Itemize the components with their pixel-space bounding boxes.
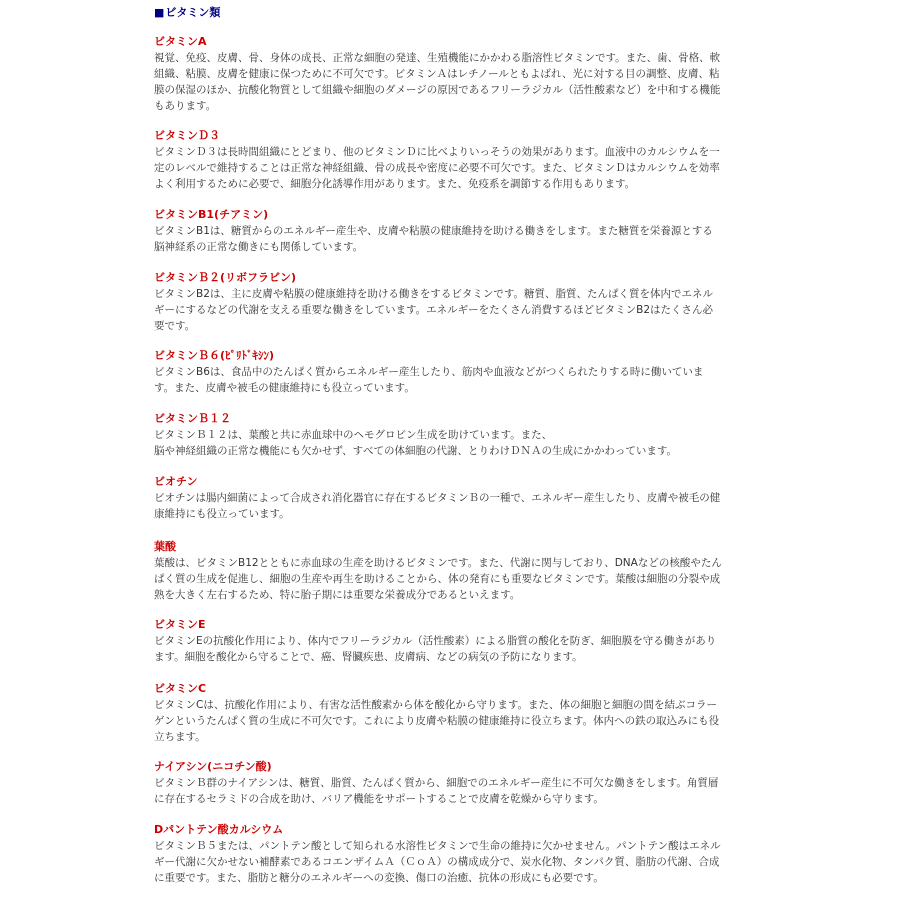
- body-line: 定のレベルで維持することは正常な神経組織、骨の成長や密度に必要不可欠です。また、ビタミンＤはカルシウムを効率: [154, 162, 720, 174]
- entry-biotin: [154, 474, 750, 522]
- body-line: ギーにするなどの代謝を支える重要な働きをしています。エネルギーをたくさん消費するほどビタミンB2はたくさん必: [154, 304, 714, 316]
- entry-calcium-pantothenate: [154, 822, 750, 886]
- body-line: ビタミンB2は、主に皮膚や粘膜の健康維持を助ける働きをするビタミンです。糖質、脂質、たんぱく質を体内でエネル: [154, 288, 714, 300]
- entry-title: Dパントテン酸カルシウム: [154, 823, 284, 836]
- entry-vitamin-b2: [154, 270, 750, 334]
- entry-vitamin-b1: [154, 207, 750, 255]
- body-line: ビタミンＤ３は長時間組織にとどまり、他のビタミンＤに比べよりいっそうの効果があります。血液中のカルシウムを一: [154, 146, 720, 158]
- entry-title: ビタミンＢ１２: [154, 412, 231, 425]
- body-line: 要です。: [154, 320, 196, 332]
- section-heading-text: ビタミン類: [165, 6, 221, 19]
- heading-square-marker: ■: [154, 6, 165, 19]
- entry-title: ビオチン: [154, 475, 198, 488]
- entry-vitamin-d3: [154, 128, 750, 192]
- entry-body: [154, 633, 750, 665]
- body-line: 脳神経系の正常な働きにも関係しています。: [154, 241, 364, 253]
- entry-body: [154, 223, 750, 255]
- body-line: ビオチンは腸内細菌によって合成され消化器官に存在するビタミンＢの一種で、エネルギー産生したり、皮膚や被毛の健: [154, 492, 721, 504]
- body-line: もあります。: [154, 100, 217, 112]
- entry-title: ビタミンＢ２(リボフラビン): [154, 271, 297, 284]
- entry-title: ビタミンB1(チアミン): [154, 208, 269, 221]
- body-line: 熟を大きく左右するため、特に胎子期には重要な栄養成分であるといえます。: [154, 589, 521, 601]
- body-line: ビタミンＢ群のナイアシンは、糖質、脂質、たんぱく質から、細胞でのエネルギー産生に不可欠な働きをします。角質層: [154, 777, 719, 789]
- entry-body: [154, 555, 750, 603]
- body-line: ビタミンB1は、糖質からのエネルギー産生や、皮膚や粘膜の健康維持を助ける働きをします。また糖質を栄養源とする: [154, 225, 713, 237]
- entry-body: [154, 50, 750, 114]
- body-line: に重要です。また、脂肪と糖分のエネルギーへの変換、傷口の治癒、抗体の形成にも必要です。: [154, 872, 604, 884]
- body-line: 膜の保湿のほか、抗酸化物質として組織や細胞のダメージの原因であるフリーラジカル（活性酸素など）を中和する機能: [154, 84, 721, 96]
- body-line: 康維持にも役立っています。: [154, 508, 290, 520]
- entry-niacin: [154, 759, 750, 807]
- body-line: 脳や神経組織の正常な機能にも欠かせず、すべての体細胞の代謝、とりわけＤＮＡの生成にかかわっています。: [154, 445, 678, 457]
- body-line: ビタミンEの抗酸化作用により、体内でフリーラジカル（活性酸素）による脂質の酸化を防ぎ、細胞膜を守る働きがあり: [154, 635, 717, 647]
- entry-vitamin-b6: [154, 348, 750, 396]
- entry-body: [154, 286, 750, 334]
- body-line: ギー代謝に欠かせない補酵素であるコエンザイムＡ（ＣｏＡ）の構成成分で、炭水化物、タンパク質、脂肪の代謝、合成: [154, 856, 720, 868]
- entry-body: [154, 427, 750, 459]
- body-line: 視覚、免疫、皮膚、骨、身体の成長、正常な細胞の発達、生殖機能にかかわる脂溶性ビタミンです。また、歯、骨格、軟: [154, 52, 721, 64]
- body-line: ビタミンCは、抗酸化作用により、有害な活性酸素から体を酸化から守ります。また、体の細胞と細胞の間を結ぶコラー: [154, 699, 717, 711]
- entry-title: ビタミンＤ３: [154, 129, 220, 142]
- body-line: す。また、皮膚や被毛の健康維持にも役立っています。: [154, 382, 415, 394]
- body-line: ビタミンB6は、食品中のたんぱく質からエネルギー産生したり、筋肉や血液などがつくられたりする時に働いていま: [154, 366, 704, 378]
- entry-vitamin-e: [154, 617, 750, 665]
- body-line: ゲンというたんぱく質の生成に不可欠です。これにより皮膚や粘膜の健康維持に役立ちます。体内への鉄の取込みにも役: [154, 715, 720, 727]
- entry-vitamin-a: [154, 34, 750, 114]
- body-line: に存在するセラミドの合成を助け、バリア機能をサポートすることで皮膚を乾燥から守ります。: [154, 793, 604, 805]
- entry-body: [154, 144, 750, 192]
- entry-vitamin-c: [154, 681, 750, 745]
- section-heading: [154, 4, 220, 20]
- entry-title: ビタミンＢ６(ﾋﾟﾘﾄﾞｷｼﾝ): [154, 349, 275, 362]
- body-line: ます。細胞を酸化から守ることで、癌、腎臓疾患、皮膚病、などの病気の予防になります。: [154, 651, 583, 663]
- entry-body: [154, 697, 750, 745]
- entry-title: ナイアシン(ニコチン酸): [154, 760, 272, 773]
- entry-body: [154, 838, 750, 886]
- body-line: ビタミンＢ１２は、葉酸と共に赤血球中のヘモグロビン生成を助けています。また、: [154, 429, 553, 441]
- entry-body: [154, 490, 750, 522]
- body-line: よく利用するために必要で、細胞分化誘導作用があります。また、免疫系を調節する作用もあります。: [154, 178, 636, 190]
- entry-folic-acid: [154, 539, 750, 603]
- entry-title: 葉酸: [154, 540, 176, 553]
- entry-body: [154, 364, 750, 396]
- entry-title: ビタミンA: [154, 35, 207, 48]
- body-line: ぱく質の生成を促進し、細胞の生産や再生を助けることから、体の発育にも重要なビタミンです。葉酸は細胞の分裂や成: [154, 573, 721, 585]
- entry-vitamin-b12: [154, 411, 750, 459]
- body-line: 組織、粘膜、皮膚を健康に保つために不可欠です。ビタミンＡはレチノールともよばれ、光に対する目の調整、皮膚、粘: [154, 68, 720, 80]
- entry-body: [154, 775, 750, 807]
- body-line: 立ちます。: [154, 731, 206, 743]
- body-line: 葉酸は、ビタミンB12とともに赤血球の生産を助けるビタミンです。また、代謝に関与しており、DNAなどの核酸やたん: [154, 557, 722, 569]
- body-line: ビタミンＢ５または、パントテン酸として知られる水溶性ビタミンで生命の維持に欠かせません。パントテン酸はエネル: [154, 840, 721, 852]
- entry-title: ビタミンC: [154, 682, 207, 695]
- entry-title: ビタミンE: [154, 618, 206, 631]
